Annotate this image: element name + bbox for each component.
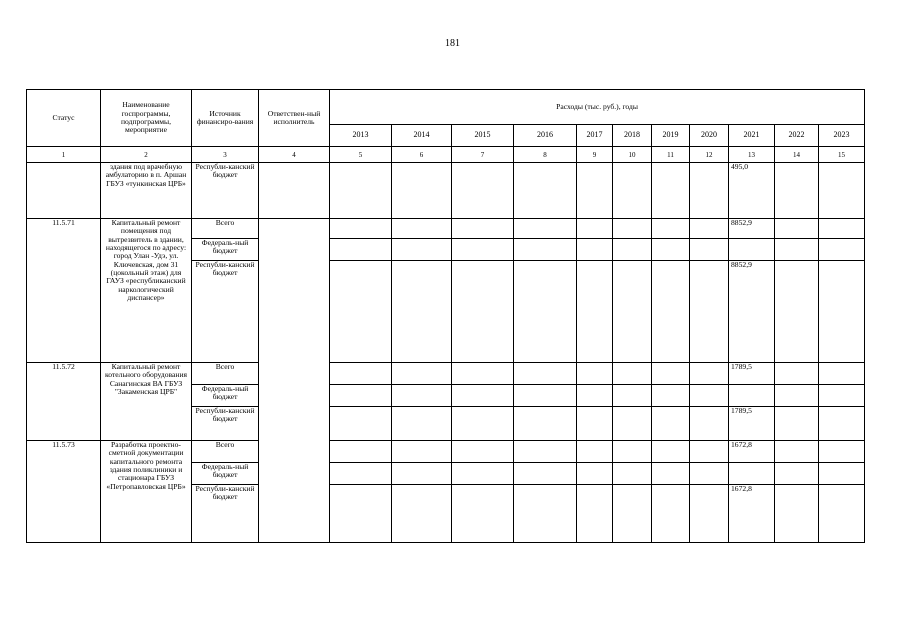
source-cell: Республи-канский бюджет	[192, 163, 259, 219]
measure-name-cell: Капитальный ремонт помещения под вытрезвитель в здании, находящегося по адресу: город Улан -Удэ, ул. Ключевская, дом 31 (цокольный этаж) для ГАУЗ «республиканский наркологический диспансер»	[101, 219, 192, 363]
value-cell	[577, 261, 613, 363]
value-cell	[652, 407, 690, 441]
column-number: 12	[690, 147, 729, 163]
value-cell	[652, 239, 690, 261]
value-cell	[392, 261, 452, 363]
value-cell	[690, 463, 729, 485]
value-2021-cell: 8852,9	[729, 219, 775, 239]
header-row	[27, 90, 865, 125]
value-cell	[613, 219, 652, 239]
measure-name-cell: здания под врачебную амбулаторию в п. Аршан ГБУЗ «тункинская ЦРБ»	[101, 163, 192, 219]
value-cell	[452, 407, 514, 441]
value-cell	[613, 407, 652, 441]
value-cell	[577, 407, 613, 441]
value-2021-cell: 1789,5	[729, 363, 775, 385]
value-2021-cell: 1672,8	[729, 485, 775, 543]
column-number: 10	[613, 147, 652, 163]
column-number: 1	[27, 147, 101, 163]
value-cell	[577, 219, 613, 239]
value-cell	[690, 441, 729, 463]
year-cell: 2019	[652, 125, 690, 147]
value-cell	[577, 463, 613, 485]
value-2021-cell: 1672,8	[729, 441, 775, 463]
value-cell	[613, 261, 652, 363]
value-cell	[514, 441, 577, 463]
source-cell: Всего	[192, 219, 259, 239]
column-number: 7	[452, 147, 514, 163]
source-cell: Республи-канский бюджет	[192, 261, 259, 363]
value-2021-cell	[729, 385, 775, 407]
value-cell	[613, 385, 652, 407]
status-cell: 11.5.72	[27, 363, 101, 441]
value-2021-cell: 1789,5	[729, 407, 775, 441]
value-cell	[613, 363, 652, 385]
value-cell	[330, 163, 392, 219]
year-cell: 2013	[330, 125, 392, 147]
year-cell: 2023	[819, 125, 865, 147]
value-cell	[452, 219, 514, 239]
source-cell: Всего	[192, 441, 259, 463]
value-cell	[452, 363, 514, 385]
year-cell: 2021	[729, 125, 775, 147]
year-cell: 2017	[577, 125, 613, 147]
value-cell	[613, 239, 652, 261]
value-cell	[514, 163, 577, 219]
column-number: 13	[729, 147, 775, 163]
value-cell	[577, 385, 613, 407]
value-cell	[613, 463, 652, 485]
status-cell	[27, 163, 101, 219]
value-cell	[452, 463, 514, 485]
value-cell	[577, 363, 613, 385]
value-2021-cell: 495,0	[729, 163, 775, 219]
value-2021-cell	[729, 463, 775, 485]
value-cell	[652, 163, 690, 219]
value-cell	[690, 239, 729, 261]
column-number: 15	[819, 147, 865, 163]
year-cell: 2020	[690, 125, 729, 147]
column-number: 5	[330, 147, 392, 163]
column-number: 14	[775, 147, 819, 163]
header-source: Источник финансиро-вания	[192, 90, 259, 147]
value-cell	[819, 261, 865, 363]
source-cell: Федераль-ный бюджет	[192, 239, 259, 261]
executor-cell	[259, 163, 330, 219]
column-number: 3	[192, 147, 259, 163]
column-number: 8	[514, 147, 577, 163]
source-cell: Федераль-ный бюджет	[192, 385, 259, 407]
column-number: 4	[259, 147, 330, 163]
value-cell	[330, 219, 392, 239]
value-cell	[690, 261, 729, 363]
year-cell: 2016	[514, 125, 577, 147]
value-cell	[819, 441, 865, 463]
value-cell	[577, 163, 613, 219]
value-cell	[613, 441, 652, 463]
value-cell	[514, 407, 577, 441]
value-cell	[775, 463, 819, 485]
value-cell	[775, 261, 819, 363]
value-cell	[330, 485, 392, 543]
value-cell	[452, 261, 514, 363]
value-cell	[392, 441, 452, 463]
value-cell	[452, 441, 514, 463]
value-cell	[330, 441, 392, 463]
value-cell	[819, 407, 865, 441]
value-cell	[775, 385, 819, 407]
value-cell	[690, 219, 729, 239]
source-cell: Всего	[192, 363, 259, 385]
value-cell	[652, 463, 690, 485]
source-cell: Республи-канский бюджет	[192, 407, 259, 441]
value-cell	[652, 363, 690, 385]
executor-cell	[259, 219, 330, 543]
page-number: 181	[445, 38, 460, 49]
measure-name-cell: Разработка проектно-сметной документации капитального ремонта здания поликлиники и стационара ГБУЗ «Петропавловская ЦРБ»	[101, 441, 192, 543]
measure-name-cell: Капитальный ремонт котельного оборудования Санагинская ВА ГБУЗ "Закаменская ЦРБ"	[101, 363, 192, 441]
value-cell	[452, 385, 514, 407]
header-expenses: Расходы (тыс. руб.), годы	[330, 90, 865, 125]
value-cell	[392, 163, 452, 219]
value-cell	[775, 239, 819, 261]
value-cell	[652, 261, 690, 363]
year-cell: 2014	[392, 125, 452, 147]
value-cell	[652, 485, 690, 543]
value-cell	[392, 363, 452, 385]
status-cell: 11.5.71	[27, 219, 101, 363]
value-cell	[613, 163, 652, 219]
source-cell: Федераль-ный бюджет	[192, 463, 259, 485]
column-number: 11	[652, 147, 690, 163]
value-cell	[330, 363, 392, 385]
value-cell	[514, 385, 577, 407]
value-cell	[577, 441, 613, 463]
value-cell	[819, 485, 865, 543]
header-executor: Ответствен-ный исполнитель	[259, 90, 330, 147]
value-cell	[652, 219, 690, 239]
year-cell: 2022	[775, 125, 819, 147]
value-cell	[452, 485, 514, 543]
header-status: Статус	[27, 90, 101, 147]
value-cell	[452, 239, 514, 261]
table-row	[27, 441, 865, 463]
value-cell	[392, 239, 452, 261]
value-cell	[819, 163, 865, 219]
value-cell	[330, 385, 392, 407]
value-cell	[775, 407, 819, 441]
column-number: 2	[101, 147, 192, 163]
year-cell: 2018	[613, 125, 652, 147]
value-cell	[514, 239, 577, 261]
value-cell	[577, 485, 613, 543]
value-cell	[330, 239, 392, 261]
value-cell	[514, 219, 577, 239]
table-row	[27, 363, 865, 385]
column-number: 9	[577, 147, 613, 163]
value-cell	[690, 385, 729, 407]
column-number: 6	[392, 147, 452, 163]
value-cell	[392, 385, 452, 407]
value-cell	[330, 463, 392, 485]
value-cell	[652, 385, 690, 407]
value-cell	[330, 261, 392, 363]
value-cell	[819, 463, 865, 485]
value-cell	[819, 363, 865, 385]
value-cell	[775, 219, 819, 239]
status-cell: 11.5.73	[27, 441, 101, 543]
budget-table	[26, 89, 865, 543]
value-cell	[690, 485, 729, 543]
value-2021-cell	[729, 239, 775, 261]
year-cell: 2015	[452, 125, 514, 147]
value-cell	[819, 219, 865, 239]
value-cell	[514, 485, 577, 543]
value-cell	[652, 441, 690, 463]
value-cell	[392, 219, 452, 239]
value-cell	[775, 163, 819, 219]
table-row	[27, 163, 865, 219]
value-cell	[775, 363, 819, 385]
value-2021-cell: 8852,9	[729, 261, 775, 363]
source-cell: Республи-канский бюджет	[192, 485, 259, 543]
value-cell	[330, 407, 392, 441]
header-name: Наименование госпрограммы, подпрограммы, мероприятие	[101, 90, 192, 147]
value-cell	[514, 261, 577, 363]
value-cell	[577, 239, 613, 261]
value-cell	[690, 363, 729, 385]
value-cell	[452, 163, 514, 219]
value-cell	[613, 485, 652, 543]
table-row	[27, 219, 865, 239]
column-number-row	[27, 147, 865, 163]
value-cell	[392, 463, 452, 485]
value-cell	[392, 407, 452, 441]
value-cell	[690, 163, 729, 219]
value-cell	[775, 441, 819, 463]
value-cell	[690, 407, 729, 441]
value-cell	[514, 463, 577, 485]
value-cell	[819, 385, 865, 407]
value-cell	[775, 485, 819, 543]
value-cell	[514, 363, 577, 385]
value-cell	[819, 239, 865, 261]
value-cell	[392, 485, 452, 543]
